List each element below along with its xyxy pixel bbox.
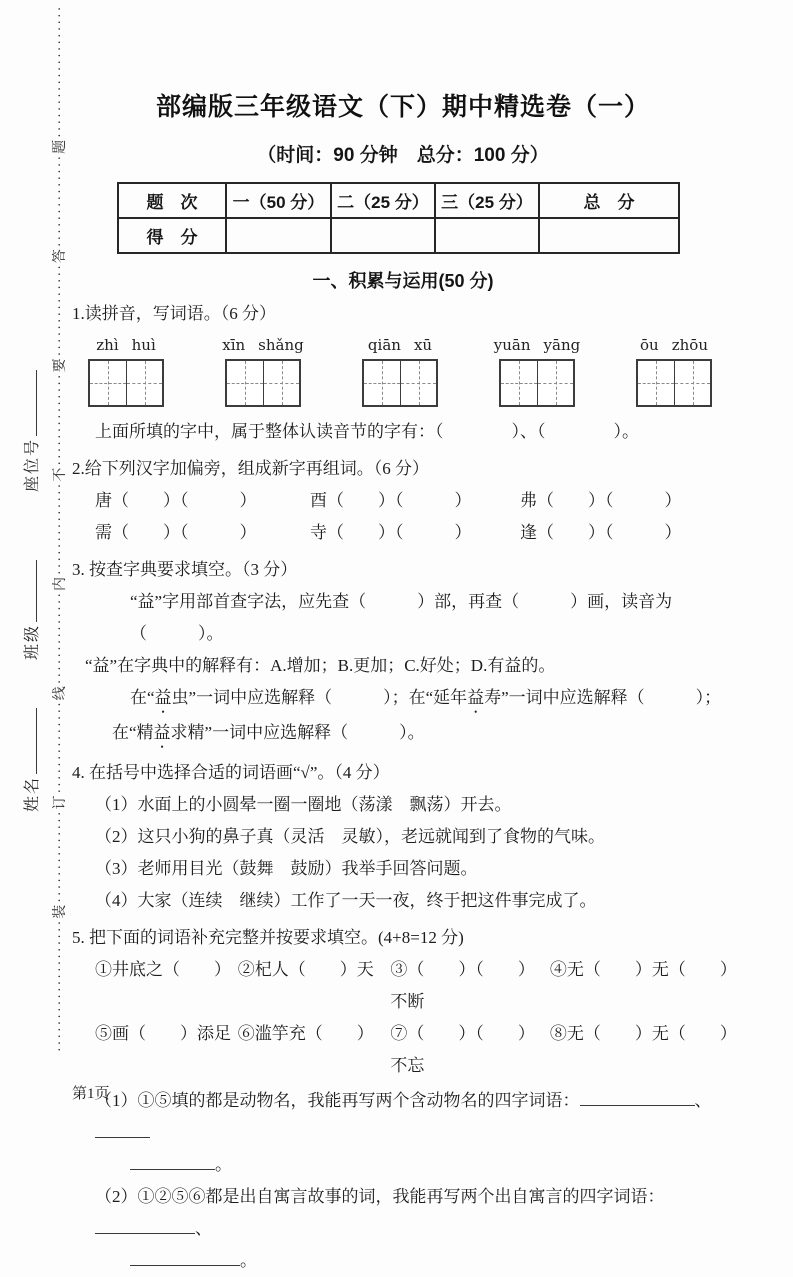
q1-note: 上面所填的字中，属于整体认读音节的字有：（ ）、（ ）。 — [95, 422, 639, 441]
q5-item: ⑦（ ）（ ）不忘 — [390, 1024, 535, 1075]
class-label: 班级 — [24, 623, 41, 660]
score-header-cell: 二（25 分） — [331, 183, 435, 218]
score-header-cell: 三（25 分） — [435, 183, 539, 218]
writing-grid — [88, 359, 164, 407]
answer-blank — [95, 1217, 195, 1234]
grid-cell — [90, 361, 126, 405]
q5-sub1 — [72, 1085, 734, 1149]
pinyin-syllable: yāng — [543, 336, 581, 354]
q5-stem: 5. 把下面的词语补充完整并按要求填空。(4+8=12 分) — [72, 928, 464, 947]
pinyin-syllable: xīn — [222, 336, 246, 354]
pinyin-syllable: zhì — [96, 336, 119, 354]
score-cell — [226, 218, 331, 253]
q5-item: ⑧无（ ）无（ ） — [549, 1024, 737, 1043]
q1-stem: 1.读拼音，写词语。（6 分） — [72, 304, 276, 323]
q3-line: “益”在字典中的解释有：A.增加；B.更加；C.好处；D.有益的。 — [85, 656, 556, 675]
q5-sub2-separator: 、 — [195, 1219, 212, 1238]
q4-item: （2）这只小狗的鼻子真（灵活 灵敏），老远就闻到了食物的气味。 — [95, 827, 605, 846]
q5-item: ②杞人（ ）天 — [237, 960, 374, 979]
section-heading: 一、积累与运用(50 分) — [312, 271, 494, 291]
q3-stem: 3. 按查字典要求填空。（3 分） — [72, 560, 298, 579]
writing-grid — [225, 359, 301, 407]
pinyin-syllable: xū — [413, 336, 433, 354]
q5-sub1-continuation — [72, 1149, 734, 1181]
writing-grid — [499, 359, 575, 407]
grid-cell — [501, 361, 537, 405]
q3-text: 求精”一词中应选解释（ ）。 — [170, 723, 425, 742]
score-header-cell: 题 次 — [118, 183, 226, 218]
q2-item: 寺（ ）（ ） — [310, 523, 472, 542]
score-table-value-row — [118, 218, 679, 253]
q4-stem: 4. 在括号中选择合适的词语画“√”。（4 分） — [72, 763, 390, 782]
writing-grid — [636, 359, 712, 407]
q2-row — [72, 517, 734, 549]
score-cell — [435, 218, 539, 253]
q3-line: “益”字用部首查字法，应先查（ ）部，再查（ ）画，读音为（ ）。 — [130, 592, 673, 643]
q3-line — [72, 682, 734, 717]
q5-item: ④无（ ）无（ ） — [549, 960, 737, 979]
seat-number-field — [19, 342, 41, 492]
q5-sub1-separator: 、 — [694, 1091, 712, 1110]
q4-item: （3）老师用目光（鼓舞 鼓励）我举手回答问题。 — [95, 859, 478, 878]
page-footer: 第1页 — [72, 1086, 110, 1102]
q3-emphasized-char: 益 — [154, 688, 172, 707]
q3-text: 在“ — [130, 688, 155, 707]
pinyin-syllable: shǎng — [258, 336, 304, 354]
q4-item: （1）水面上的小圆晕一圈一圈地（荡漾 飘荡）开去。 — [95, 795, 512, 814]
pinyin-group — [493, 334, 581, 407]
name-blank — [21, 708, 37, 774]
pinyin-syllable: yuān — [493, 336, 531, 354]
q2-row — [72, 485, 734, 517]
score-header-cell: 总 分 — [539, 183, 679, 218]
q3-emphasized-char: 益 — [153, 723, 171, 742]
answer-blank — [130, 1153, 215, 1170]
q5-item: ③（ ）（ ）不断 — [390, 960, 535, 1011]
exam-title: 部编版三年级语文（下）期中精选卷（一） — [155, 93, 650, 121]
score-table — [117, 182, 680, 254]
q2-item: 唐（ ）（ ） — [95, 491, 257, 510]
q2-stem: 2.给下列汉字加偏旁，组成新字再组词。（6 分） — [72, 459, 429, 478]
binding-line-text: ····················装··············订··············线··············内··············不··············要··············答··············题···················· — [53, 4, 68, 1052]
q5-sub1-period: 。 — [215, 1155, 232, 1174]
q5-sub2-text: （2）①②⑤⑥都是出自寓言故事的词，我能再写两个出自寓言的四字词语： — [95, 1187, 665, 1206]
grid-cell — [263, 361, 299, 405]
grid-cell — [537, 361, 573, 405]
class-field — [19, 542, 41, 660]
q5-item: ⑥滥竽充（ ） — [237, 1024, 374, 1043]
q2-item: 需（ ）（ ） — [95, 523, 257, 542]
q2-item: 逢（ ）（ ） — [520, 523, 682, 542]
answer-blank — [95, 1121, 150, 1138]
q2-item: 弗（ ）（ ） — [520, 491, 682, 510]
score-cell — [539, 218, 679, 253]
name-label: 姓名 — [24, 775, 41, 812]
q5-item: ①井底之（ ） — [95, 960, 231, 979]
pinyin-syllable: huì — [131, 336, 156, 354]
q3-text: 在“精 — [112, 723, 154, 742]
score-cell — [331, 218, 435, 253]
q5-sub2 — [72, 1181, 734, 1245]
name-field — [19, 676, 41, 812]
exam-subtitle: （时间：90 分钟 总分：100 分） — [257, 145, 549, 166]
pinyin-syllable: zhōu — [671, 336, 708, 354]
main-content — [72, 0, 737, 1277]
score-row-label: 得 分 — [118, 218, 226, 253]
q3-text: 虫”一词中应选解释（ ）；在“延年 — [171, 688, 468, 707]
q3-emphasized-char: 益 — [467, 688, 485, 707]
q5-sub1-text: （1）①⑤填的都是动物名，我能再写两个含动物名的四字词语： — [95, 1091, 580, 1110]
seat-number-blank — [21, 370, 37, 436]
q5-row — [72, 954, 737, 1018]
grid-cell — [364, 361, 400, 405]
pinyin-group — [88, 334, 164, 407]
q5-sub2-continuation — [72, 1245, 734, 1277]
q3-text: 寿”一词中应选解释（ ）； — [484, 688, 722, 707]
seat-number-label: 座位号 — [24, 437, 41, 492]
pinyin-group — [222, 334, 304, 407]
pinyin-group — [636, 334, 712, 407]
q5-item: ⑤画（ ）添足 — [95, 1024, 231, 1043]
pinyin-syllable: qiān — [367, 336, 401, 354]
grid-cell — [227, 361, 263, 405]
grid-cell — [400, 361, 436, 405]
binding-line — [49, 4, 68, 1052]
q5-row — [72, 1018, 737, 1082]
q2-item: 酉（ ）（ ） — [310, 491, 472, 510]
pinyin-grid-block — [72, 334, 734, 410]
answer-blank — [130, 1249, 240, 1266]
answer-blank — [580, 1089, 695, 1106]
grid-cell — [674, 361, 710, 405]
grid-cell — [126, 361, 162, 405]
writing-grid — [362, 359, 438, 407]
q4-item: （4）大家（连续 继续）工作了一天一夜，终于把这件事完成了。 — [95, 891, 597, 910]
class-blank — [21, 560, 37, 622]
score-table-header-row — [118, 183, 679, 218]
pinyin-syllable: ōu — [640, 336, 659, 354]
pinyin-group — [362, 334, 438, 407]
q3-line — [72, 717, 734, 752]
q5-sub2-period: 。 — [240, 1251, 257, 1270]
grid-cell — [638, 361, 674, 405]
score-header-cell: 一（50 分） — [226, 183, 331, 218]
